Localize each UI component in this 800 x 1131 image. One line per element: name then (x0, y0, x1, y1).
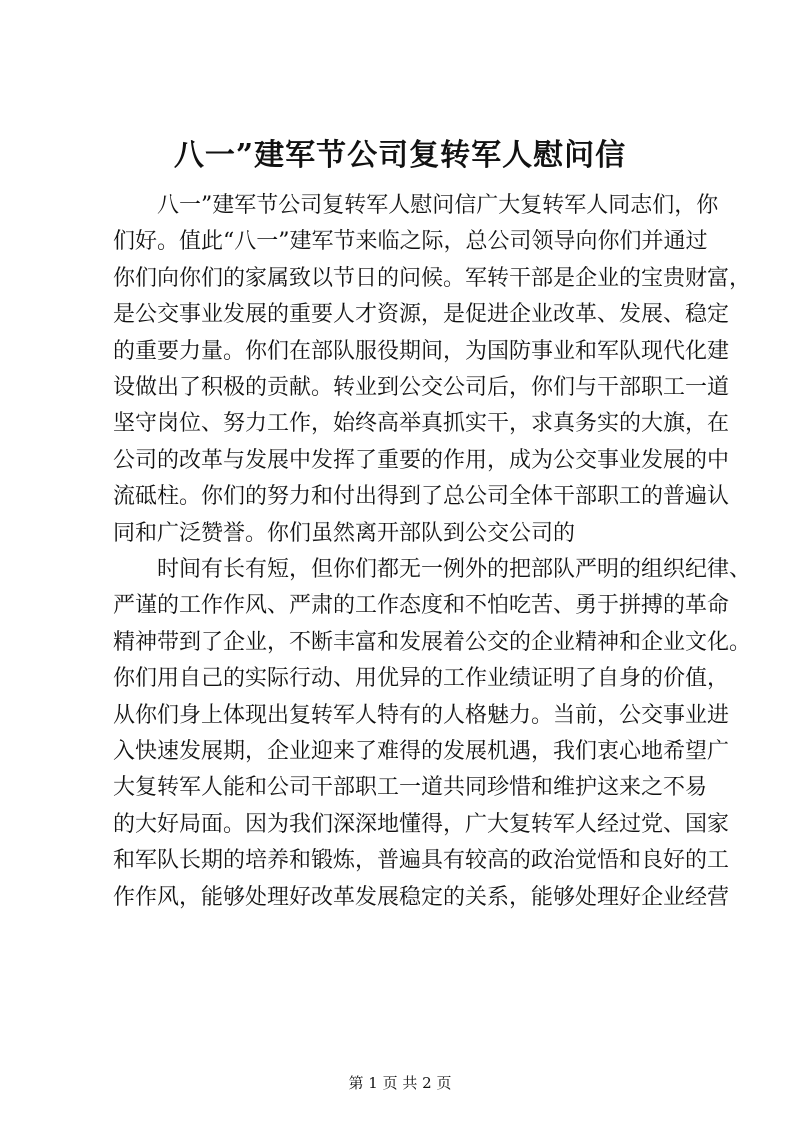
paragraph-1 (113, 188, 752, 552)
page-footer: 第 1 页 共 2 页 (348, 1074, 452, 1092)
text-line: 同和广泛赞誉。你们虽然离开部队到公交公司的 (113, 520, 576, 546)
text-line: 和军队长期的培养和锻炼，普遍具有较高的政治觉悟和良好的工 (113, 848, 730, 874)
text-line: 是公交事业发展的重要人才资源，是促进企业改革、发展、稳定 (113, 302, 730, 328)
text-line: 从你们身上体现出复转军人特有的人格魅力。当前，公交事业进 (113, 702, 730, 728)
text-line: 大复转军人能和公司干部职工一道共同珍惜和维护这来之不易 (113, 775, 708, 801)
text-line: 精神带到了企业，不断丰富和发展着公交的企业精神和企业文化。 (113, 629, 752, 655)
text-line: 设做出了积极的贡献。转业到公交公司后，你们与干部职工一道 (113, 374, 730, 400)
text-line: 坚守岗位、努力工作，始终高举真抓实干，求真务实的大旗，在 (113, 411, 730, 437)
text-line: 们好。值此“八一”建军节来临之际，总公司领导向你们并通过 (113, 229, 708, 255)
text-line: 的大好局面。因为我们深深地懂得，广大复转军人经过党、国家 (113, 811, 730, 837)
text-line: 流砥柱。你们的努力和付出得到了总公司全体干部职工的普遍认 (113, 484, 730, 510)
text-line: 的重要力量。你们在部队服役期间，为国防事业和军队现代化建 (113, 338, 730, 364)
text-line: 作作风，能够处理好改革发展稳定的关系，能够处理好企业经营 (113, 884, 730, 910)
document-title: 八一”建军节公司复转军人慰问信 (173, 138, 627, 173)
text-line: 你们向你们的家属致以节日的问候。军转干部是企业的宝贵财富， (113, 265, 752, 291)
paragraph-2 (113, 552, 752, 916)
text-line: 时间有长有短，但你们都无一例外的把部队严明的组织纪律、 (157, 557, 752, 582)
text-line: 八一”建军节公司复转军人慰问信广大复转军人同志们，你 (157, 193, 719, 218)
text-line: 你们用自己的实际行动、用优异的工作业绩证明了自身的价值， (113, 666, 730, 692)
text-line: 入快速发展期，企业迎来了难得的发展机遇，我们衷心地希望广 (113, 738, 730, 764)
text-line: 严谨的工作作风、严肃的工作态度和不怕吃苦、勇于拼搏的革命 (113, 593, 730, 619)
text-line: 公司的改革与发展中发挥了重要的作用，成为公交事业发展的中 (113, 447, 730, 473)
